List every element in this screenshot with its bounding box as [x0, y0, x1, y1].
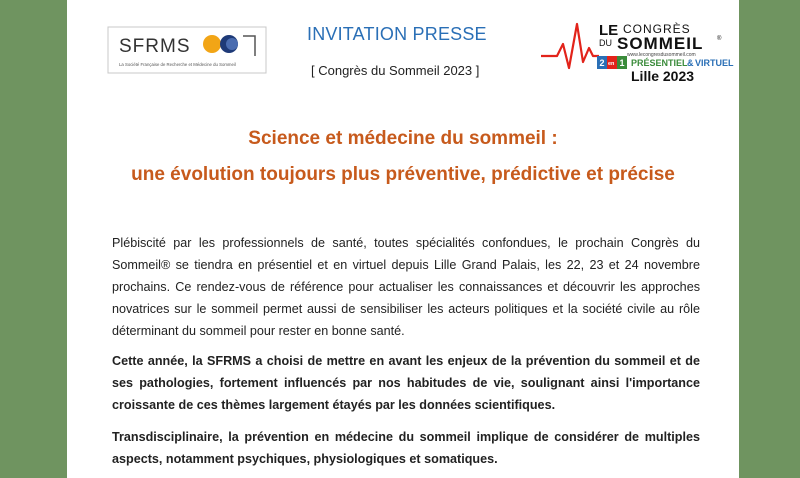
logo-badge-left-text: 2: [599, 58, 605, 68]
prevention-paragraph: Transdisciplinaire, la prévention en médecine du sommeil implique de considérer de multiples aspects, notamment psychiques, physiologiques et somatiques.: [112, 430, 700, 466]
event-name: [ Congrès du Sommeil 2023 ]: [311, 63, 480, 78]
logo-badge-right-text: 1: [619, 58, 625, 68]
logo-virtuel: VIRTUEL: [695, 58, 734, 68]
logo-and: &: [687, 58, 694, 68]
intro-paragraph: Plébiscité par les professionnels de santé, toutes spécialités confondues, le prochain Congrès du Sommeil® se tiendra en présentiel et en virtuel depuis Lille Grand Palais, les 22, 23 et 24 novembre prochains. Ce rendez-vous de référence pour actualiser les connaissances et découvrir les approches novatrices sur le sommeil permet aussi de sensibiliser les acteurs politiques et la société civile au rôle déterminant du sommeil pour rester en bonne santé.: [112, 236, 700, 338]
page-title-line-1: Science et médecine du sommeil :: [248, 128, 558, 149]
logo-du: DU: [599, 38, 612, 48]
invitation-heading: INVITATION PRESSE: [307, 24, 487, 44]
sfrms-tagline: La Société Française de Recherche et Médecine du Sommeil: [119, 62, 236, 67]
heartbeat-icon: [541, 24, 599, 68]
logo-sommeil: SOMMEIL: [617, 34, 704, 53]
logo-badge-mid-text: en: [608, 61, 615, 67]
page-title-line-2: une évolution toujours plus préventive, prédictive et précise: [131, 164, 675, 185]
logo-presentiel: PRÉSENTIEL: [631, 58, 688, 68]
congres-sommeil-logo: [537, 18, 737, 90]
logo-le: LE: [599, 22, 619, 39]
press-release-page: [67, 0, 739, 478]
focus-paragraph: Cette année, la SFRMS a choisi de mettre en avant les enjeux de la prévention du sommeil et de ses pathologies, fortement influencés par nos habitudes de vie, soulignant ainsi l'importance croissante de ces thèmes largement étayés par les données scientifiques.: [112, 354, 700, 412]
logo-congres: CONGRÈS: [623, 22, 691, 36]
sfrms-logo-text: SFRMS: [119, 36, 191, 57]
sfrms-logo: [107, 26, 267, 74]
logo-registered: ®: [717, 36, 722, 42]
logo-url: www.lecongresdusommeil.com: [627, 52, 696, 58]
sun-icon: [203, 35, 221, 53]
logo-city-year: Lille 2023: [631, 68, 695, 84]
